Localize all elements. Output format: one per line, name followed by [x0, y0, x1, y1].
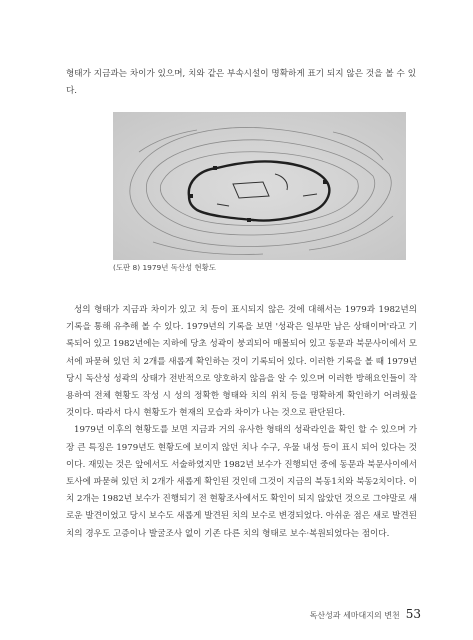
running-title: 독산성과 세마대지의 변천 — [309, 611, 400, 620]
contour-map-image — [113, 112, 406, 260]
page-footer — [310, 607, 421, 621]
site-plan-figure — [113, 112, 406, 260]
page-number: 53 — [405, 607, 421, 621]
top-paragraph: 형태가 지금과는 차이가 있으며, 치와 같은 부속시설이 명확하게 표기 되지 않은 것을 볼 수 있다. — [66, 69, 416, 96]
body-paragraph-2: 1979년 이후의 현황도를 보면 지금과 거의 유사한 형태의 성곽라인을 확인 할 수 있으며 가장 큰 특징은 1979년도 현황도에 보이지 않던 치나 수구, 우물 내성 등이 표시 되어 있다는 것이다. 재밌는 것은 앞에서도 서술하였지만 1982년 보수가 진행되던 중에 동문과 북문사이에서 토사에 파묻혀 있던 치 2개가 새롭게 확인된 것인데 그것이 지금의 북동1치와 북동2치이다. 이 치 2개는 1982년 보수가 진행되기 전 현황조사에서도 확인이 되지 않았던 것으로 그야말로 새로운 발견이었고 당시 보수도 새롭게 발견된 치의 보수로 변경되었다. 아쉬운 점은 새로 발견된 치의 경우도 고증이나 발굴조사 없이 기존 다른 치의 형태로 보수·복원되었다는 점이다. — [66, 425, 417, 539]
figure-caption: (도판 8) 1979년 독산성 현황도 — [113, 263, 216, 272]
body-paragraph-1: 성의 형태가 지금과 차이가 있고 치 등이 표시되지 않은 것에 대해서는 1979과 1982년의 기록을 통해 유추해 볼 수 있다. 1979년의 기록을 보면 '성곽은 일부만 남은 상태이며'라고 기록되어 있고 1982년에는 지하에 당초 성곽이 붕괴되어 매몰되어 있고 동문과 북문사이에서 모서에 파묻혀 있던 치 2개를 새롭게 확인하는 것이 기록되어 있다. 이러한 기록을 볼 때 1979년 당시 독산성 성곽의 상태가 전반적으로 양호하지 않음을 알 수 있으며 이러한 방해요인들이 작용하여 전체 현황도 작성 시 성의 정확한 형태와 치의 위치 등을 명확하게 확인하기 어려웠을 것이다. 따라서 다시 현황도가 현재의 모습과 차이가 나는 것으로 판단된다. — [66, 305, 417, 419]
body-text — [66, 302, 417, 543]
